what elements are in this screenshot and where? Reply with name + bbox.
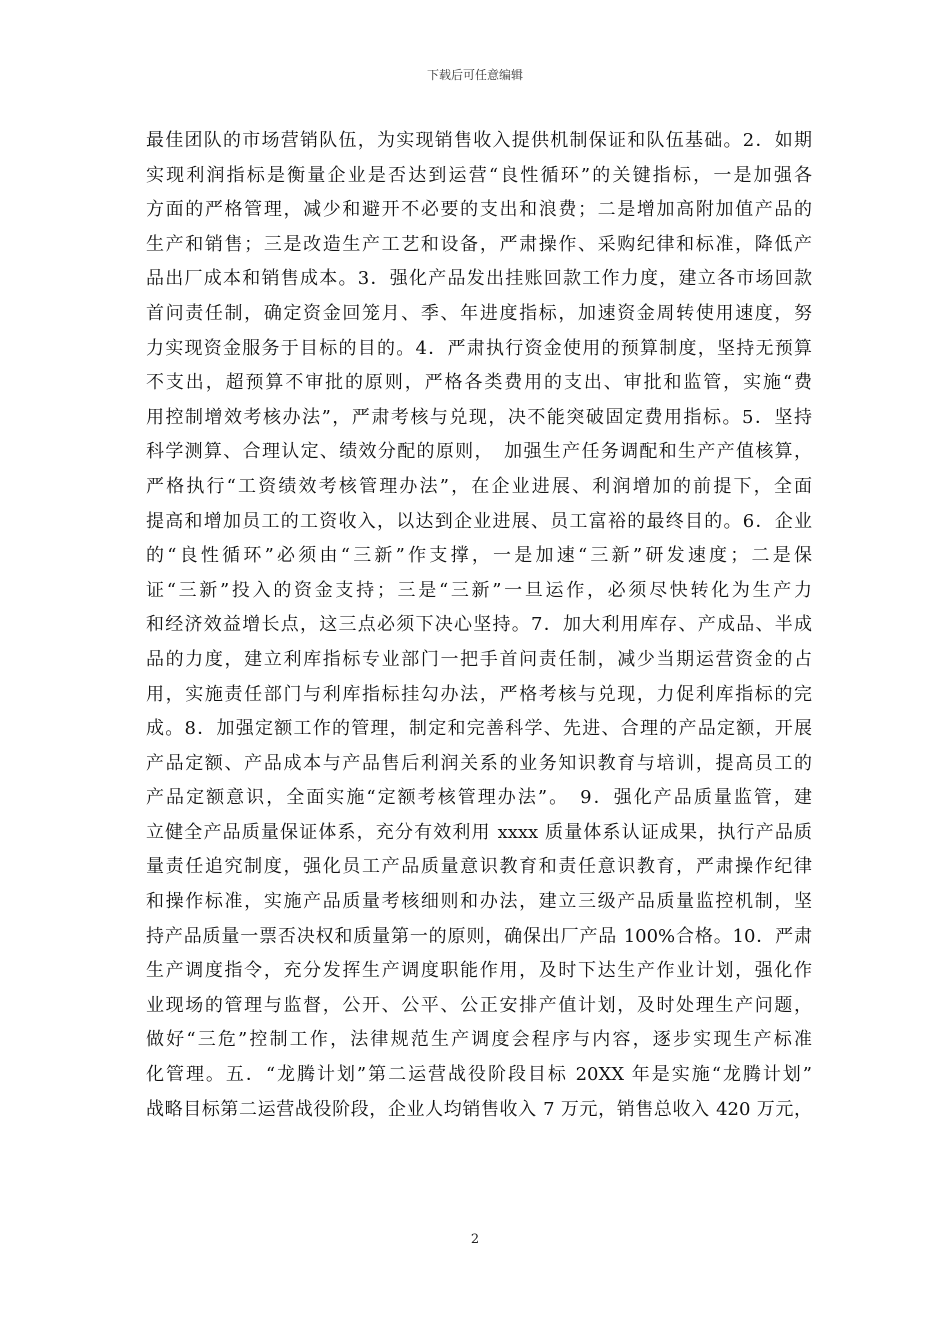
text-line: 的“良性循环”必须由“三新”作支撑，一是加速“三新”研发速度；二是保 — [146, 545, 812, 567]
text-line: 化管理。五．“龙腾计划”第二运营战役阶段目标 20XX 年是实施“龙腾计划” — [146, 1064, 812, 1086]
text-line: 做好“三危”控制工作，法律规范生产调度会程序与内容，逐步实现生产标准 — [146, 1029, 812, 1051]
text-line: 产品定额意识，全面实施“定额考核管理办法”。 9．强化产品质量监管，建 — [146, 787, 812, 809]
text-line: 量责任追究制度，强化员工产品质量意识教育和责任意识教育，严肃操作纪律 — [146, 856, 812, 878]
text-line: 生产调度指令，充分发挥生产调度职能作用，及时下达生产作业计划，强化作 — [146, 960, 812, 982]
text-line: 严格执行“工资绩效考核管理办法”，在企业进展、利润增加的前提下，全面 — [146, 475, 812, 497]
text-line: 品出厂成本和销售成本。3．强化产品发出挂账回款工作力度，建立各市场回款 — [146, 268, 812, 290]
header-note: 下载后可任意编辑 — [426, 68, 523, 82]
text-line: 和操作标准，实施产品质量考核细则和办法，建立三级产品质量监控机制，坚 — [146, 891, 812, 913]
text-line: 立健全产品质量保证体系，充分有效利用 xxxx 质量体系认证成果，执行产品质 — [146, 821, 812, 843]
text-line: 科学测算、合理认定、绩效分配的原则， 加强生产任务调配和生产产值核算， — [146, 441, 812, 463]
text-line: 战略目标第二运营战役阶段，企业人均销售收入 7 万元，销售总收入 420 万元， — [146, 1098, 812, 1120]
text-line: 用，实施责任部门与利库指标挂勾办法，严格考核与兑现，力促利库指标的完 — [146, 683, 812, 705]
text-line: 力实现资金服务于目标的目的。4．严肃执行资金使用的预算制度，坚持无预算 — [146, 337, 812, 359]
text-line: 方面的严格管理，减少和避开不必要的支出和浪费；二是增加高附加值产品的 — [146, 199, 812, 221]
document-body — [146, 124, 812, 1127]
text-line: 提高和增加员工的工资收入，以达到企业进展、员工富裕的最终目的。6．企业 — [146, 510, 812, 532]
text-line: 首问责任制，确定资金回笼月、季、年进度指标，加速资金周转使用速度，努 — [146, 302, 812, 324]
page-number: 2 — [470, 1232, 480, 1247]
text-line: 用控制增效考核办法”，严肃考核与兑现，决不能突破固定费用指标。5．坚持 — [146, 406, 812, 428]
text-line: 持产品质量一票否决权和质量第一的原则，确保出厂产品 100%合格。10．严肃 — [146, 925, 812, 947]
text-line: 最佳团队的市场营销队伍，为实现销售收入提供机制保证和队伍基础。2．如期 — [146, 130, 812, 151]
text-line: 不支出，超预算不审批的原则，严格各类费用的支出、审批和监管，实施“费 — [146, 372, 812, 394]
text-line: 成。8．加强定额工作的管理，制定和完善科学、先进、合理的产品定额，开展 — [146, 718, 812, 740]
text-line: 和经济效益增长点，这三点必须下决心坚持。7．加大利用库存、产成品、半成 — [146, 614, 812, 636]
text-line: 产品定额、产品成本与产品售后利润关系的业务知识教育与培训，提高员工的 — [146, 752, 812, 774]
text-line: 业现场的管理与监督，公开、公平、公正安排产值计划，及时处理生产问题， — [146, 994, 812, 1016]
text-line: 实现利润指标是衡量企业是否达到运营“良性循环”的关键指标，一是加强各 — [146, 164, 812, 186]
text-line: 品的力度，建立利库指标专业部门一把手首问责任制，减少当期运营资金的占 — [146, 648, 812, 670]
text-line: 生产和销售；三是改造生产工艺和设备，严肃操作、采购纪律和标准，降低产 — [146, 233, 812, 255]
text-line: 证“三新”投入的资金支持；三是“三新”一旦运作，必须尽快转化为生产力 — [146, 579, 812, 601]
